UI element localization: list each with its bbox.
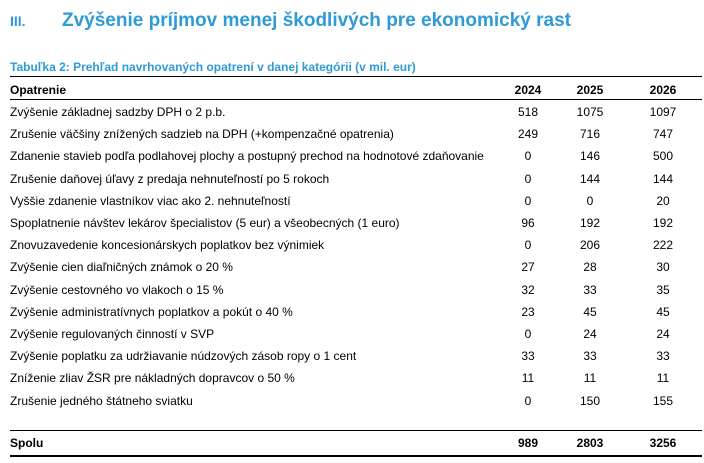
row-value-2024: 0	[524, 393, 532, 408]
table-row	[10, 145, 702, 167]
table-row	[10, 190, 702, 212]
row-value-2025: 192	[579, 216, 601, 231]
row-value-2026: 747	[652, 127, 674, 142]
row-value-2025: 33	[583, 349, 597, 364]
row-label: Zvýšenie regulovaných činností v SVP	[10, 326, 215, 341]
row-label: Zvýšenie administratívnych poplatkov a pokút o 40 %	[10, 304, 293, 319]
row-value-2025: 28	[583, 260, 597, 275]
row-label: Zníženie zliav ŽSR pre nákladných dopravcov o 50 %	[10, 371, 295, 386]
row-value-2026: 30	[656, 260, 670, 275]
measures-table	[10, 81, 702, 450]
row-value-2026: 500	[652, 149, 674, 164]
row-value-2024: 0	[524, 149, 532, 164]
row-value-2026: 1097	[649, 105, 677, 120]
total-2024: 989	[517, 436, 539, 450]
row-label: Zrušenie jedného štátneho sviatku	[10, 393, 193, 408]
row-value-2025: 150	[579, 393, 601, 408]
row-value-2024: 23	[521, 304, 535, 319]
row-value-2025: 206	[579, 238, 601, 253]
section-title: Zvýšenie príjmov menej škodlivých pre ekonomický rast	[62, 10, 571, 31]
row-value-2026: 11	[656, 371, 670, 386]
row-value-2025: 716	[579, 127, 601, 142]
total-label: Spolu	[10, 436, 44, 450]
row-value-2026: 222	[652, 238, 674, 253]
row-value-2024: 249	[517, 127, 539, 142]
row-label: Zvýšenie poplatku za udržiavanie núdzových zásob ropy o 1 cent	[10, 349, 357, 364]
table-row	[10, 279, 702, 301]
row-label: Zrušenie väčšiny znížených sadzieb na DPH (+kompenzačné opatrenia)	[10, 127, 394, 142]
row-value-2025: 11	[583, 371, 597, 386]
column-header-measure: Opatrenie	[10, 83, 67, 97]
row-value-2024: 0	[524, 326, 532, 341]
row-value-2024: 0	[524, 193, 532, 208]
row-value-2026: 192	[652, 216, 674, 231]
section-heading	[10, 10, 571, 38]
row-value-2024: 518	[517, 105, 539, 120]
row-value-2025: 144	[579, 171, 601, 186]
column-header-2024: 2024	[514, 83, 542, 97]
caption-divider	[10, 76, 702, 77]
row-label: Zvýšenie cestovného vo vlakoch o 15 %	[10, 282, 224, 297]
table-caption: Tabuľka 2: Prehľad navrhovaných opatrení v danej kategórii (v mil. eur)	[10, 60, 416, 74]
section-number: III.	[10, 13, 26, 29]
row-value-2024: 27	[521, 260, 535, 275]
table-header-row	[10, 81, 702, 100]
table-row	[10, 212, 702, 234]
row-value-2025: 1075	[576, 105, 604, 120]
column-header-2025: 2025	[576, 83, 604, 97]
total-2026: 3256	[649, 436, 677, 450]
row-label: Vyššie zdanenie vlastníkov viac ako 2. nehnuteľností	[10, 193, 291, 208]
row-label: Znovuzavedenie koncesionárskych poplatkov bez výnimiek	[10, 238, 325, 253]
row-value-2024: 0	[524, 171, 532, 186]
row-value-2024: 96	[521, 216, 535, 231]
row-label: Zvýšenie cien diaľničných známok o 20 %	[10, 260, 233, 275]
row-value-2024: 33	[521, 349, 535, 364]
row-value-2024: 0	[524, 238, 532, 253]
table-body	[10, 101, 702, 412]
row-value-2026: 20	[656, 193, 670, 208]
table-row	[10, 101, 702, 123]
row-value-2025: 24	[583, 326, 597, 341]
table-total-row	[10, 430, 702, 457]
row-value-2026: 45	[656, 304, 670, 319]
row-value-2025: 146	[579, 149, 601, 164]
table-row	[10, 234, 702, 256]
row-label: Zvýšenie základnej sadzby DPH o 2 p.b.	[10, 105, 226, 120]
row-label: Zdanenie stavieb podľa podlahovej plochy a postupný prechod na hodnotové zdaňovanie	[10, 149, 484, 164]
row-value-2026: 155	[652, 393, 674, 408]
table-row	[10, 168, 702, 190]
row-value-2025: 0	[586, 193, 594, 208]
row-label: Spoplatnenie návštev lekárov špecialistov (5 eur) a všeobecných (1 euro)	[10, 216, 400, 231]
row-value-2024: 32	[521, 282, 535, 297]
row-value-2026: 144	[652, 171, 674, 186]
row-label: Zrušenie daňovej úľavy z predaja nehnuteľností po 5 rokoch	[10, 171, 330, 186]
row-value-2026: 33	[656, 349, 670, 364]
row-value-2024: 11	[521, 371, 535, 386]
table-row	[10, 345, 702, 367]
table-row	[10, 256, 702, 278]
table-row	[10, 301, 702, 323]
column-header-2026: 2026	[649, 83, 677, 97]
row-value-2025: 33	[583, 282, 597, 297]
total-2025: 2803	[576, 436, 604, 450]
table-row	[10, 323, 702, 345]
row-value-2025: 45	[583, 304, 597, 319]
row-value-2026: 24	[656, 326, 670, 341]
row-value-2026: 35	[656, 282, 670, 297]
table-row	[10, 389, 702, 411]
table-row	[10, 367, 702, 389]
table-row	[10, 123, 702, 145]
